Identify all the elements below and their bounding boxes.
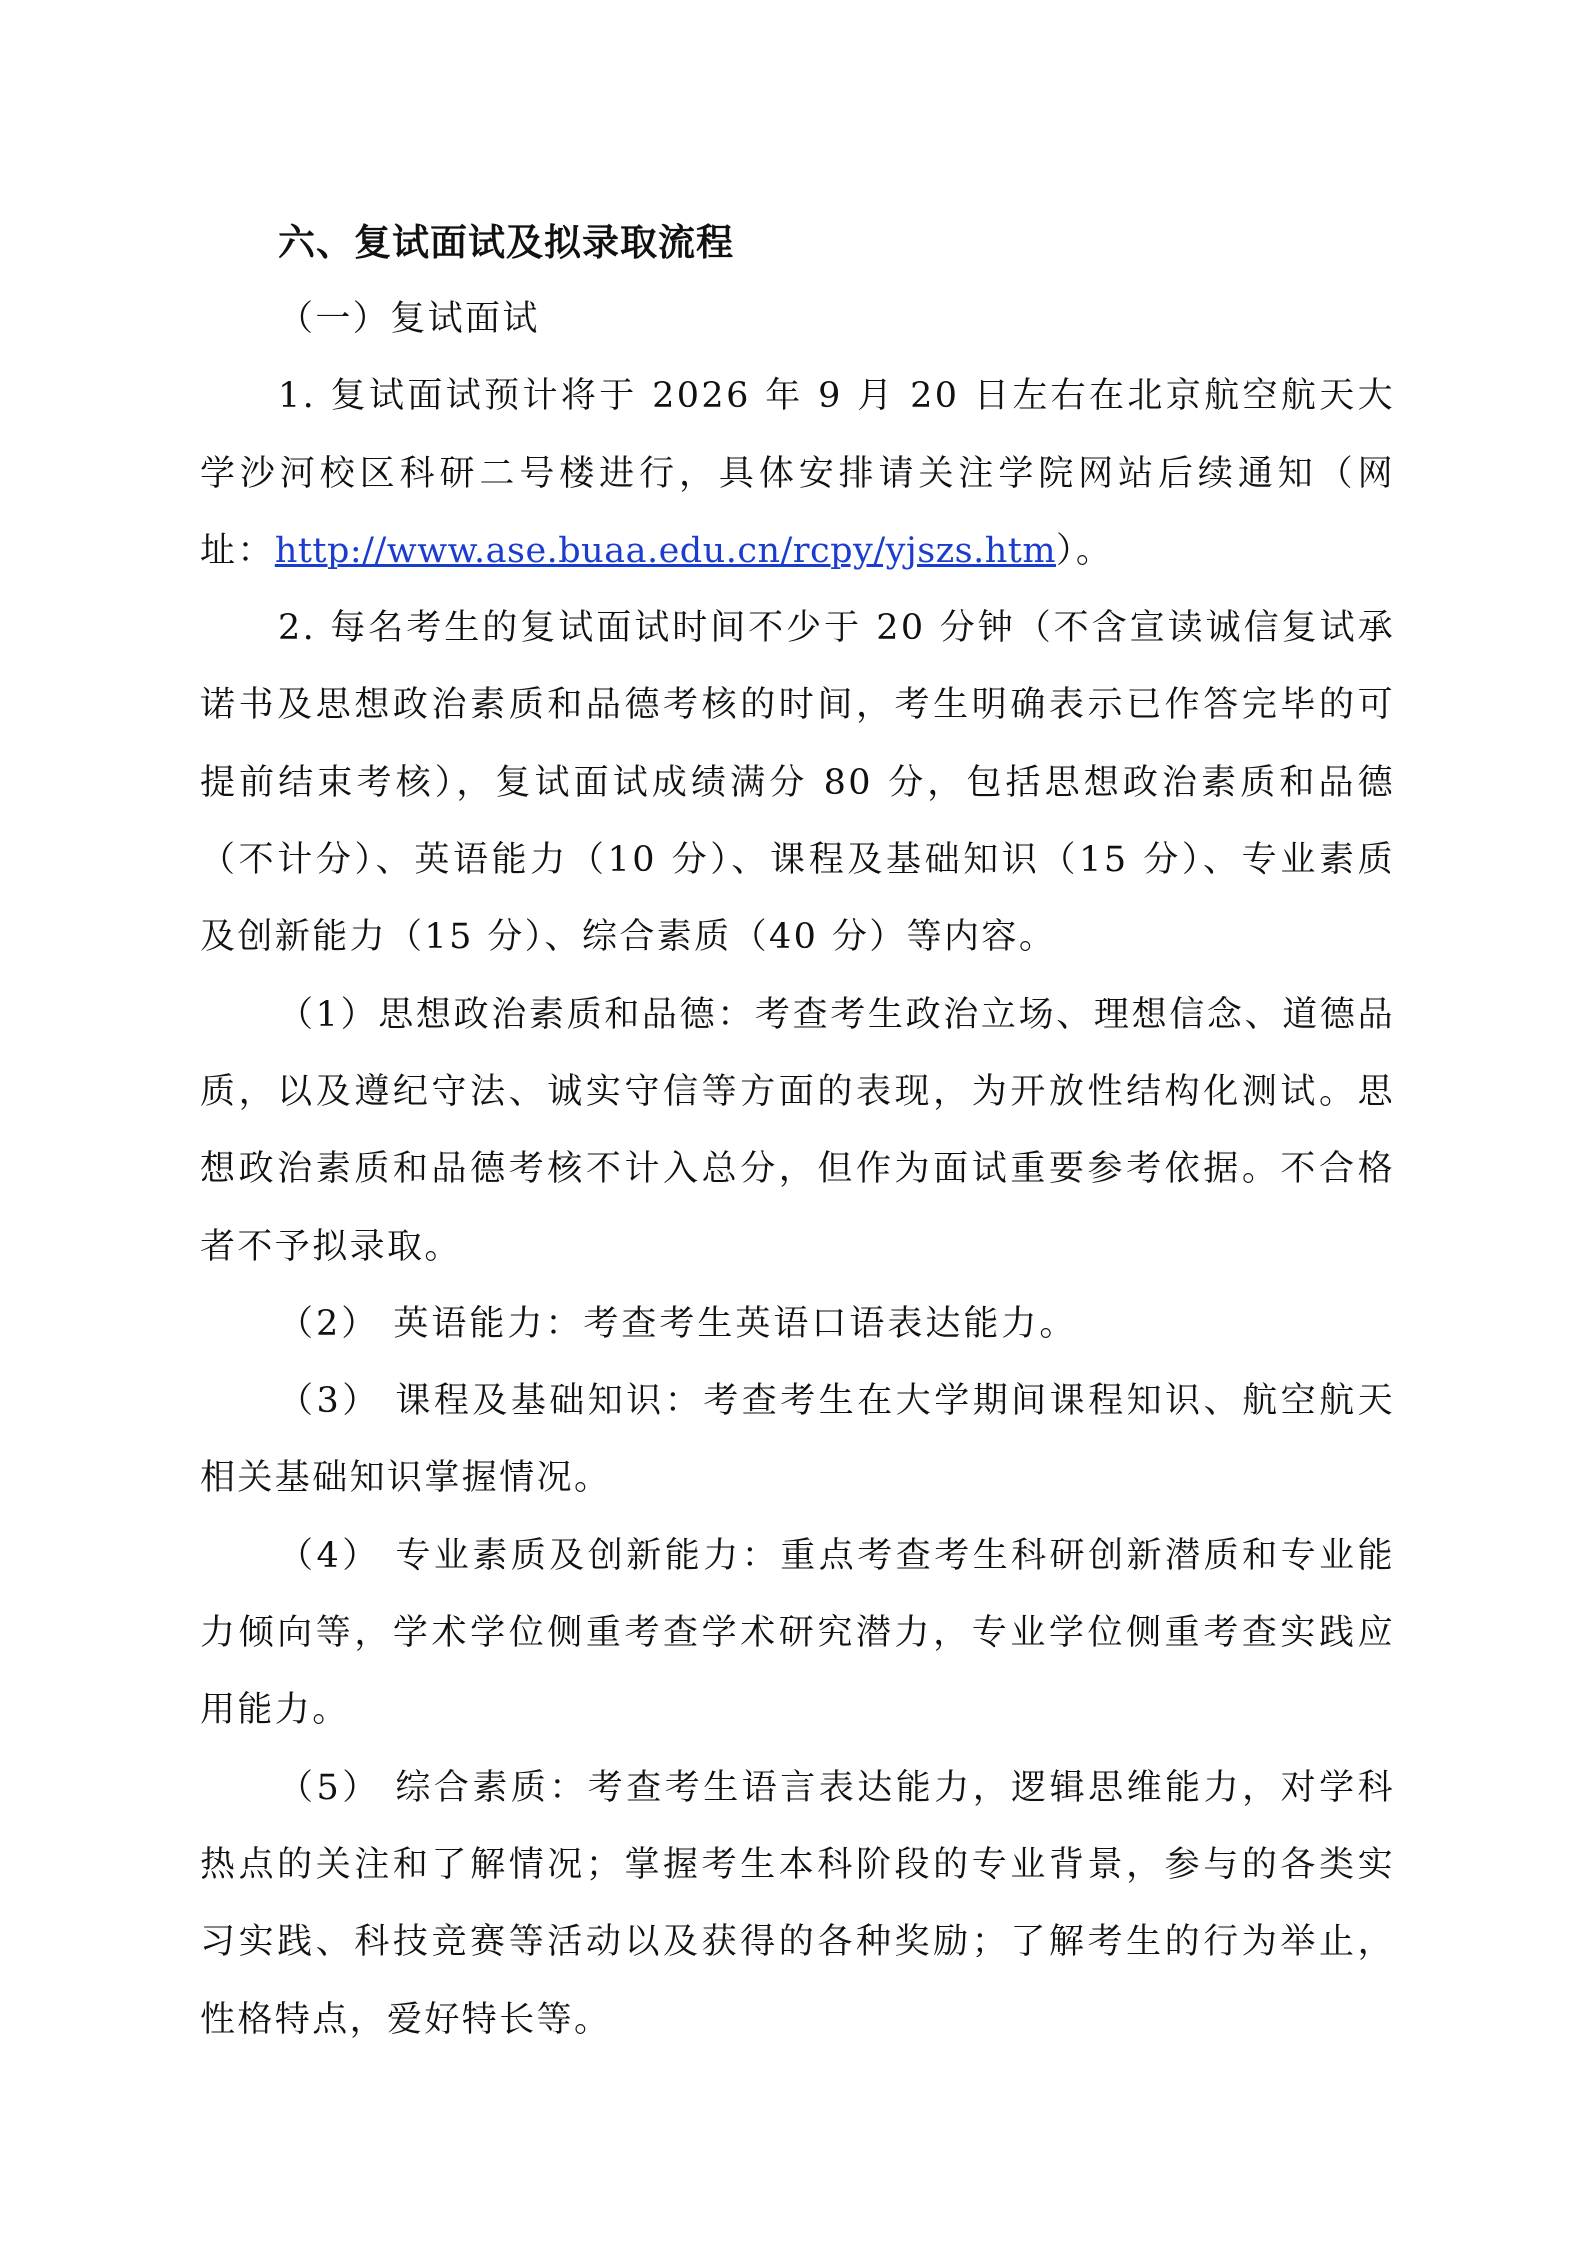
- sub-item-english-ability: （2） 英语能力：考查考生英语口语表达能力。: [278, 1303, 1078, 1344]
- admissions-website-link[interactable]: http://www.ase.buaa.edu.cn/rcpy/yjszs.htm: [274, 530, 1057, 571]
- section-heading: 六、复试面试及拟录取流程: [278, 220, 734, 264]
- document-body: [200, 205, 1395, 2059]
- subsection-heading: （一）复试面试: [278, 299, 540, 339]
- sub-item-professional-innovation: （4） 专业素质及创新能力：重点考查考生科研创新潜质和专业能力倾向等，学术学位侧重考查学术研究潜力，专业学位侧重考查实践应用能力。: [200, 1535, 1395, 1731]
- paragraph-item-2: 2. 每名考生的复试面试时间不少于 20 分钟（不含宣读诚信复试承诺书及思想政治素质和品德考核的时间，考生明确表示已作答完毕的可提前结束考核），复试面试成绩满分 80 分，包括思想政治素质和品德（不计分）、英语能力（10 分）、课程及基础知识（15 分）、专业素质及创新能力（15 分）、综合素质（40 分）等内容。: [200, 608, 1395, 958]
- sub-item-course-knowledge: （3） 课程及基础知识：考查考生在大学期间课程知识、航空航天相关基础知识掌握情况。: [200, 1381, 1395, 1499]
- paragraph-item-1-text: 1. 复试面试预计将于 2026 年 9 月 20 日左右在北京航空航天大学沙河校区科研二号楼进行，具体安排请关注学院网站后续通知（网址：: [200, 376, 1395, 571]
- sub-item-comprehensive-quality: （5） 综合素质：考查考生语言表达能力，逻辑思维能力，对学科热点的关注和了解情况；掌握考生本科阶段的专业背景，参与的各类实习实践、科技竞赛等活动以及获得的各种奖励；了解考生的行为举止，性格特点，爱好特长等。: [200, 1767, 1395, 2040]
- sub-item-political-quality: （1）思想政治素质和品德：考查考生政治立场、理想信念、道德品质，以及遵纪守法、诚实守信等方面的表现，为开放性结构化测试。思想政治素质和品德考核不计入总分，但作为面试重要参考依据。不合格者不予拟录取。: [200, 994, 1395, 1267]
- paragraph-item-1-tail: ）。: [1056, 530, 1114, 571]
- paragraph-item-1: [200, 358, 1395, 590]
